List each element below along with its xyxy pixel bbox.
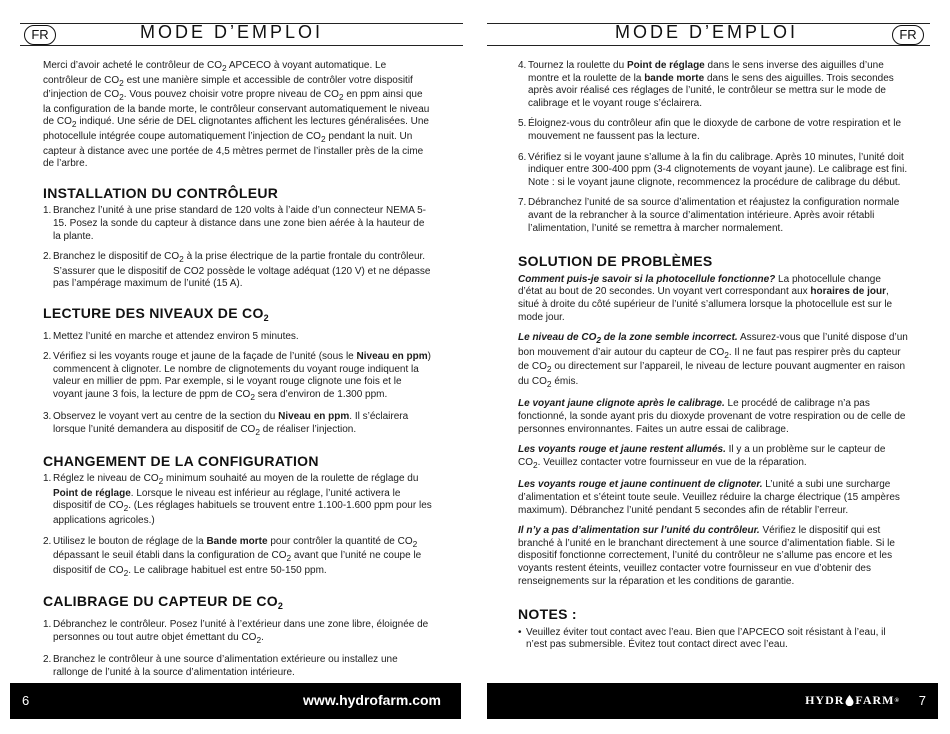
header-rule (20, 45, 463, 46)
list-item: 4. Tournez la roulette du Point de réglage dans le sens inverse des aiguilles d’une montre et la roulette de la bande morte dans le sens des aiguilles. Trois secondes après avoir réalisé ces réglages de l’unité, le contrôleur se mettra sur le mode de calibrage et le voyant rouge s’éclairera. (518, 60, 894, 109)
installation-list (43, 205, 433, 291)
faq-item: Comment puis-je savoir si la photocellule fonctionne? La photocellule change d’état au bout de 20 secondes. Un voyant vert correspondant aux horaires de jour, situé à droite du côté supérieur de l’unité s’allumera lorsque la photocellule est sur le mode jour. (518, 273, 893, 323)
list-item: 1. Branchez l’unité à une prise standard de 120 volts à l’aide d’un connecteur NEMA 5-15. Posez la sonde du capteur à distance dans une zone bien aérée à la hauteur de la plante. (43, 205, 427, 242)
water-drop-icon (845, 695, 854, 706)
left-footer (10, 683, 461, 719)
right-header (487, 18, 930, 52)
section-heading-lecture: LECTURE DES NIVEAUX DE $CO_2$ (43, 304, 269, 323)
section-heading-calibrage: CALIBRAGE DU CAPTEUR DE $CO_2$ (43, 593, 284, 612)
list-item: 6. Vérifiez si le voyant jaune s’allume à la fin du calibrage. Après 10 minutes, l’unité doit indiquer entre 300-400 ppm (3-4 clignotements de voyant jaune). Le calibrage est fini. Note : si le voyant jaune clignote, recommencez la procédure de calibrage du début. (518, 151, 908, 188)
intro-paragraph: Merci d’avoir acheté le contrôleur de $CO_2$ APCECO à voyant automatique. Le contrôleur de $CO_2$ est une manière simple et accessible de contrôler votre dispositif d’injection de $CO_2$. Vous pouvez choisir votre propre niveau de $CO_2$ en ppm ainsi que la configuration de la bande morte, le contrôleur conservant automatiquement le niveau de $CO_2$ indiqué. Une série de DEL clignotantes affichent les lectures généralisées. Une photocellule intégrée coupe automatiquement l’injection de $CO_2$ pendant la nuit. Un capteur à distance avec une portée de 4,5 mètres permet de l’installer près de la cime de l’arbre. (43, 60, 430, 170)
bullet-icon: • (518, 626, 522, 638)
right-page (475, 0, 950, 734)
language-badge: FR (24, 25, 56, 45)
configuration-list (43, 473, 433, 579)
list-item: 1. Débranchez le contrôleur. Posez l’unité à l’extérieur dans une zone libre, éloignée de personnes ou tout autre objet émettant du $CO_2$. (43, 619, 429, 645)
list-item: 2. Utilisez le bouton de réglage de la Bande morte pour contrôler la quantité de $CO_2$ dépassant le seuil établi dans la configuration de $CO_2$ avant que l’unité ne coupe le dispositif de $CO_2$. Le calibrage habituel est entre 50-150 ppm. (43, 535, 422, 578)
page-number: 7 (918, 693, 926, 708)
list-item: 1. Mettez l’unité en marche et attendez environ 5 minutes. (43, 330, 299, 342)
right-footer (487, 683, 938, 719)
section-heading-notes: NOTES : (518, 606, 577, 623)
section-heading-installation: INSTALLATION DU CONTRÔLEUR (43, 184, 279, 201)
website-url: www.hydrofarm.com (303, 692, 441, 708)
page-title: MODE D’EMPLOI (615, 22, 799, 42)
faq-item: Le voyant jaune clignote après le calibrage. Le procédé de calibrage n’a pas fonctionné, la sonde ayant pris du dioxyde provenant de votre respiration ou de celle de personnes environnantes. Faites un autre essai de calibrage. (518, 398, 906, 435)
list-item: 1. Réglez le niveau de $CO_2$ minimum souhaité au moyen de la roulette de réglage du Point de réglage. Lorsque le niveau est inférieur au réglage, l’unité activera le dispositif de $CO_2$. (Les réglages habituels se trouvent entre 1.100-1.600 ppm pour les applications agricoles.) (43, 473, 432, 527)
note-item: • Veuillez éviter tout contact avec l’eau. Bien que l’APCECO soit résistant à l’eau, il n’est pas submersible. Évitez tout contact direct avec l’eau. (518, 626, 886, 651)
faq-item: Il n’y a pas d’alimentation sur l’unité du contrôleur. Vérifiez le dispositif qui est branché à l’unité en le branchant directement à une source d’alimentation fiable. Si le dispositif fonctionne correctement, l’unité du contrôleur ne s’allume pas encore et les voyants restent éteints, veuillez contacter votre fournisseur en vue d’obtenir des renseignements sur la réparation et les conditions de garantie. (518, 525, 895, 587)
list-item: 2. Branchez le dispositif de $CO_2$ à la prise électrique de la partie frontale du contrôleur. S’assurer que le dispositif de CO2 possède le voltage adéquat (120 V) et ne dépasse pas l’ampérage maximum de l’unité (15 A). (43, 251, 431, 290)
faq-item: Le niveau de $CO_2$ de la zone semble incorrect. Assurez-vous que l’unité dispose d’un bon mouvement d’air autour du capteur de $CO_2$. Il ne faut pas respirer près du capteur de $CO_2$ ou directement sur l’appareil, le niveau de lecture pouvant augmenter en raison du $CO_2$ émis. (518, 332, 908, 389)
right-content (518, 60, 908, 652)
language-badge: FR (892, 25, 924, 45)
left-header (20, 18, 463, 52)
lecture-list (43, 331, 433, 439)
section-heading-problemes: SOLUTION DE PROBLÈMES (518, 253, 713, 270)
list-item: 7. Débranchez l’unité de sa source d’alimentation et réajustez la configuration normale avant de la rebrancher à la source d’alimentation intérieure. Après avoir rétabli l’alimentation, l’unité se remettra à marcher normalement. (518, 197, 900, 234)
list-item: 2. Branchez le contrôleur à une source d’alimentation extérieure ou installez une rallonge de l’unité à la source d’alimentation intérieure. (43, 654, 398, 678)
header-rule (487, 45, 930, 46)
page-number: 6 (22, 693, 30, 708)
list-item: 3. Observez le voyant vert au centre de la section du Niveau en ppm. Il s’éclairera lorsque l’unité demandera au dispositif de $CO_2$ de réaliser l’injection. (43, 411, 409, 438)
section-heading-configuration: CHANGEMENT DE LA CONFIGURATION (43, 452, 319, 469)
list-item: 5. Éloignez-vous du contrôleur afin que le dioxyde de carbone de votre respiration et le mouvement ne faussent pas la lecture. (518, 118, 902, 142)
calibrage-list-continued (518, 60, 908, 235)
list-item: 2. Vérifiez si les voyants rouge et jaune de la façade de l’unité (sous le Niveau en ppm) commencent à clignoter. Le nombre de clignotements du voyant rouge indiquent la valeur en millier de ppm. Par exemple, si le voyant rouge clignote une fois et le voyant jaune 3 fois, la lecture de ppm de $CO_2$ sera d’environ de 1.300 ppm. (43, 351, 431, 402)
page-title: MODE D’EMPLOI (140, 22, 324, 42)
left-content (43, 60, 433, 708)
faq-item: Les voyants rouge et jaune restent allumés. Il y a un problème sur le capteur de $CO_2$. Veuillez contacter votre fournisseur en vue de la réparation. (518, 444, 886, 470)
hydrofarm-logo: HYDR FARM ® (805, 693, 900, 707)
faq-item: Les voyants rouge et jaune continuent de clignoter. L’unité a subi une surcharge d’alimentation et s’éteint toute seule. Veuillez réduire la charge électrique (15 ampères maximum). Débranchez l’unité pendant 5 secondes afin de rétablir l’erreur. (518, 479, 900, 516)
